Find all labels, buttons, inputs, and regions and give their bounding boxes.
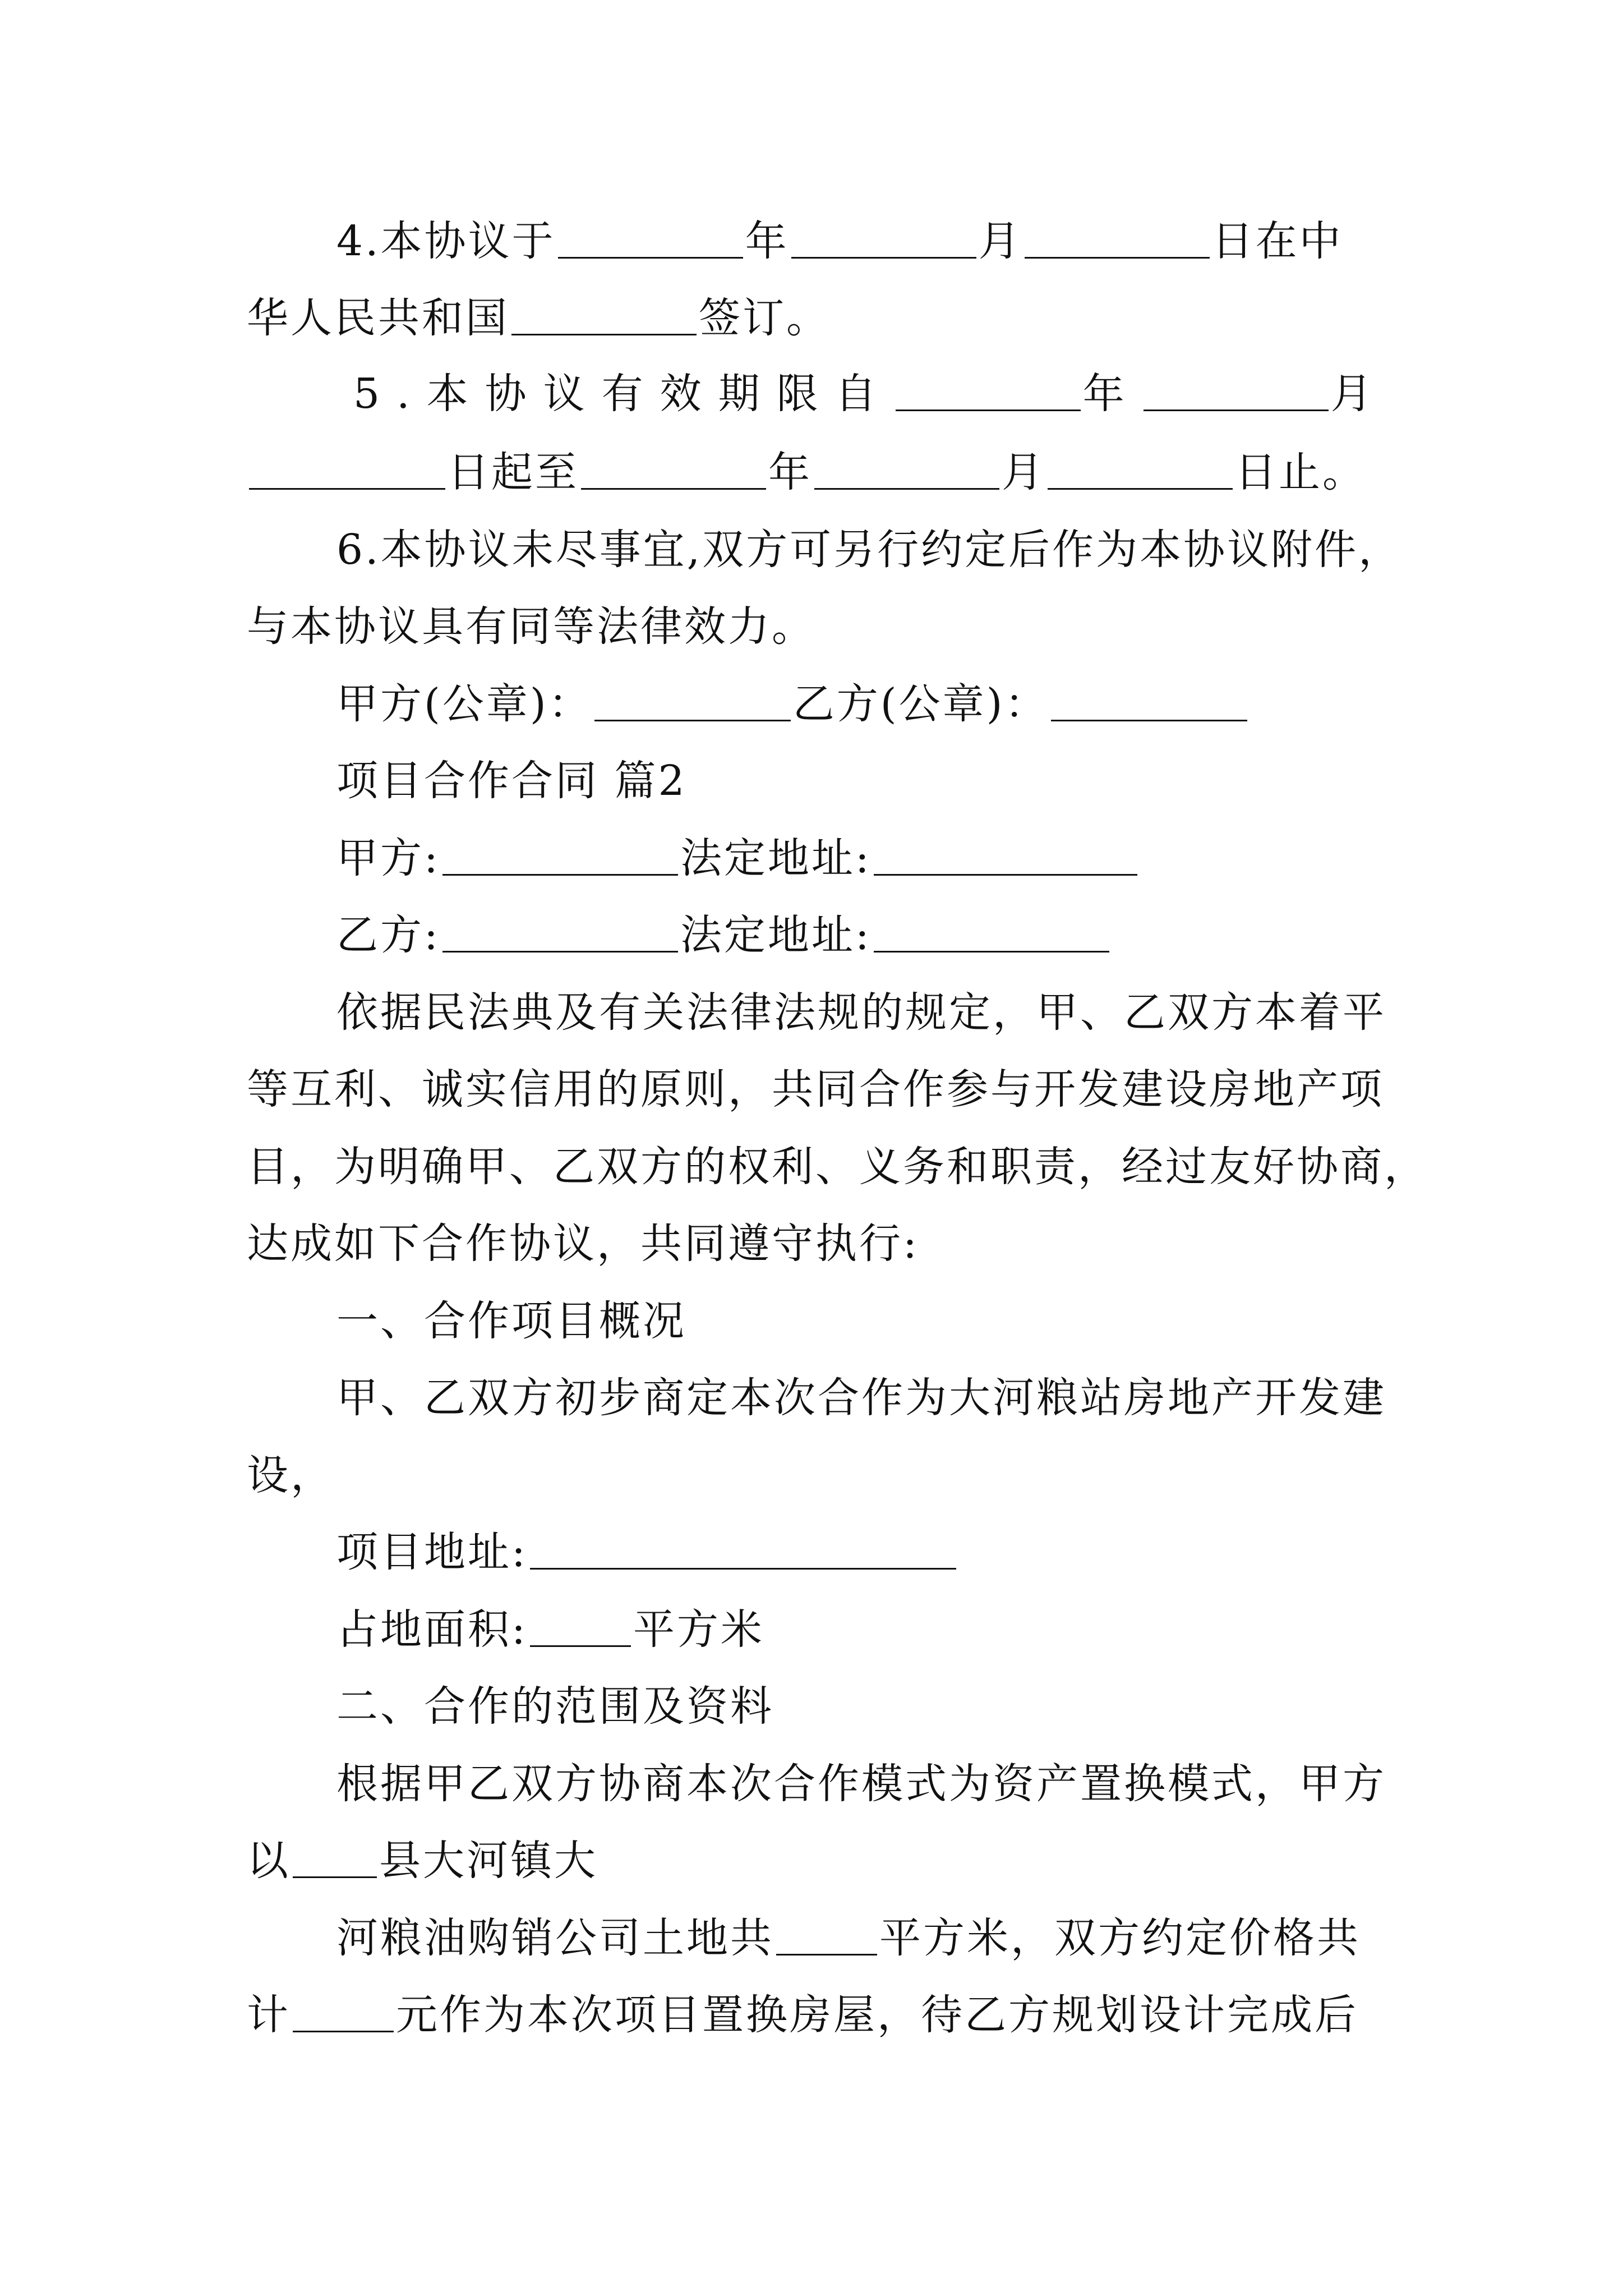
fill-blank-end-day <box>1048 452 1233 490</box>
text: 河粮油购销公司土地共 <box>336 1914 774 1962</box>
text-line-5 <box>336 519 1514 581</box>
text-line-23 <box>336 1907 1514 1969</box>
text-line-16 <box>336 1367 1514 1429</box>
text-line-2 <box>247 287 1032 349</box>
text-line-4 <box>247 441 1537 503</box>
text: 甲方(公章)： <box>336 680 592 728</box>
text-line-14 <box>247 1213 1144 1274</box>
text: 与本协议具有同等法律效力。 <box>247 602 815 651</box>
text: 设， <box>247 1451 334 1499</box>
text: 乙方: <box>336 911 440 959</box>
text: 5.本协议有效期限自 <box>353 370 893 418</box>
text: 二、合作的范围及资料 <box>336 1682 774 1731</box>
text-line-17 <box>247 1444 583 1506</box>
text-line-22 <box>247 1830 808 1892</box>
text: 项目地址: <box>336 1528 528 1576</box>
text: 达成如下合作协议，共同遵守执行: <box>247 1220 919 1268</box>
fill-blank-year <box>558 221 743 259</box>
text: 华人民共和国 <box>247 294 509 342</box>
fill-blank-party-b-seal <box>1051 684 1247 721</box>
text: 等互利、诚实信用的原则，共同合作参与开发建设房地产项 <box>247 1065 1384 1114</box>
fill-blank-day <box>1025 221 1210 259</box>
fill-blank-project-address <box>530 1532 956 1570</box>
text: 法定地址: <box>680 834 872 882</box>
text: 以 <box>247 1837 291 1885</box>
text-line-3 <box>353 363 1475 425</box>
section-heading-2 <box>336 750 1009 812</box>
fill-blank-end-year <box>581 452 766 490</box>
text: 月 <box>1330 370 1389 418</box>
text: 依据民法典及有关法律法规的规定，甲、乙双方本着平 <box>336 988 1386 1037</box>
fill-blank-end-month <box>814 452 999 490</box>
text-line-18 <box>336 1521 1178 1583</box>
text-line-1 <box>336 210 1391 272</box>
text: 年 <box>1082 370 1141 418</box>
text: 目，为明确甲、乙双方的权利、义务和职责，经过友好协商， <box>247 1143 1428 1191</box>
fill-blank-county <box>293 1841 377 1878</box>
fill-blank-month <box>791 221 976 259</box>
text: 年 <box>768 448 812 496</box>
text: 占地面积: <box>336 1605 528 1654</box>
fill-blank-price <box>293 1995 394 2032</box>
text: 平方米，双方约定价格共 <box>879 1914 1361 1962</box>
text: 法定地址: <box>680 911 872 959</box>
text: 县大河镇大 <box>379 1837 598 1885</box>
fill-blank-place <box>511 298 697 335</box>
fill-blank-land-area <box>530 1609 631 1647</box>
text: 签订。 <box>699 294 830 342</box>
fill-blank-start-day <box>249 452 445 490</box>
text: 月 <box>978 217 1022 265</box>
text-line-7 <box>336 673 1346 735</box>
text: 年 <box>745 217 789 265</box>
fill-blank-start-month <box>1144 374 1329 411</box>
text: 月 <box>1002 448 1045 496</box>
text-line-6 <box>247 596 1088 657</box>
section-heading-2-scope <box>336 1676 1066 1737</box>
fill-blank-party-b-address <box>874 915 1109 953</box>
text-line-24 <box>247 1984 1537 2046</box>
text-line-21 <box>336 1753 1514 1815</box>
text-line-11 <box>336 982 1514 1043</box>
fill-blank-land-total <box>776 1918 877 1955</box>
text: 根据甲乙双方协商本次合作模式为资产置换模式，甲方 <box>336 1760 1386 1808</box>
fill-blank-party-b-name <box>442 915 678 953</box>
text-line-9 <box>336 827 1234 889</box>
text: 6.本协议未尽事宜,双方可另行约定后作为本协议附件， <box>336 526 1403 574</box>
text: 一、合作项目概况 <box>336 1297 686 1345</box>
text-line-12 <box>247 1059 1537 1120</box>
text: 乙方(公章)： <box>792 680 1049 728</box>
text-line-19 <box>336 1599 1066 1660</box>
section-heading-1 <box>336 1290 1009 1352</box>
text: 4.本协议于 <box>336 217 556 265</box>
text: 日在中 <box>1211 217 1343 265</box>
fill-blank-party-a-address <box>874 838 1137 876</box>
text-line-10 <box>336 904 1234 966</box>
text: 平方米 <box>633 1605 764 1654</box>
text: 甲、乙双方初步商定本次合作为大河粮站房地产开发建 <box>336 1374 1386 1422</box>
fill-blank-party-a-name <box>442 838 678 876</box>
text: 元作为本次项目置换房屋，待乙方规划设计完成后 <box>396 1991 1358 2039</box>
text: 计 <box>247 1991 291 2039</box>
text: 项目合作合同 篇2 <box>336 757 687 805</box>
text-line-13 <box>247 1136 1537 1198</box>
fill-blank-start-year <box>896 374 1081 411</box>
text: 日起至 <box>448 448 579 496</box>
fill-blank-party-a-seal <box>594 684 791 721</box>
text: 甲方: <box>336 834 440 882</box>
text: 日止。 <box>1235 448 1366 496</box>
